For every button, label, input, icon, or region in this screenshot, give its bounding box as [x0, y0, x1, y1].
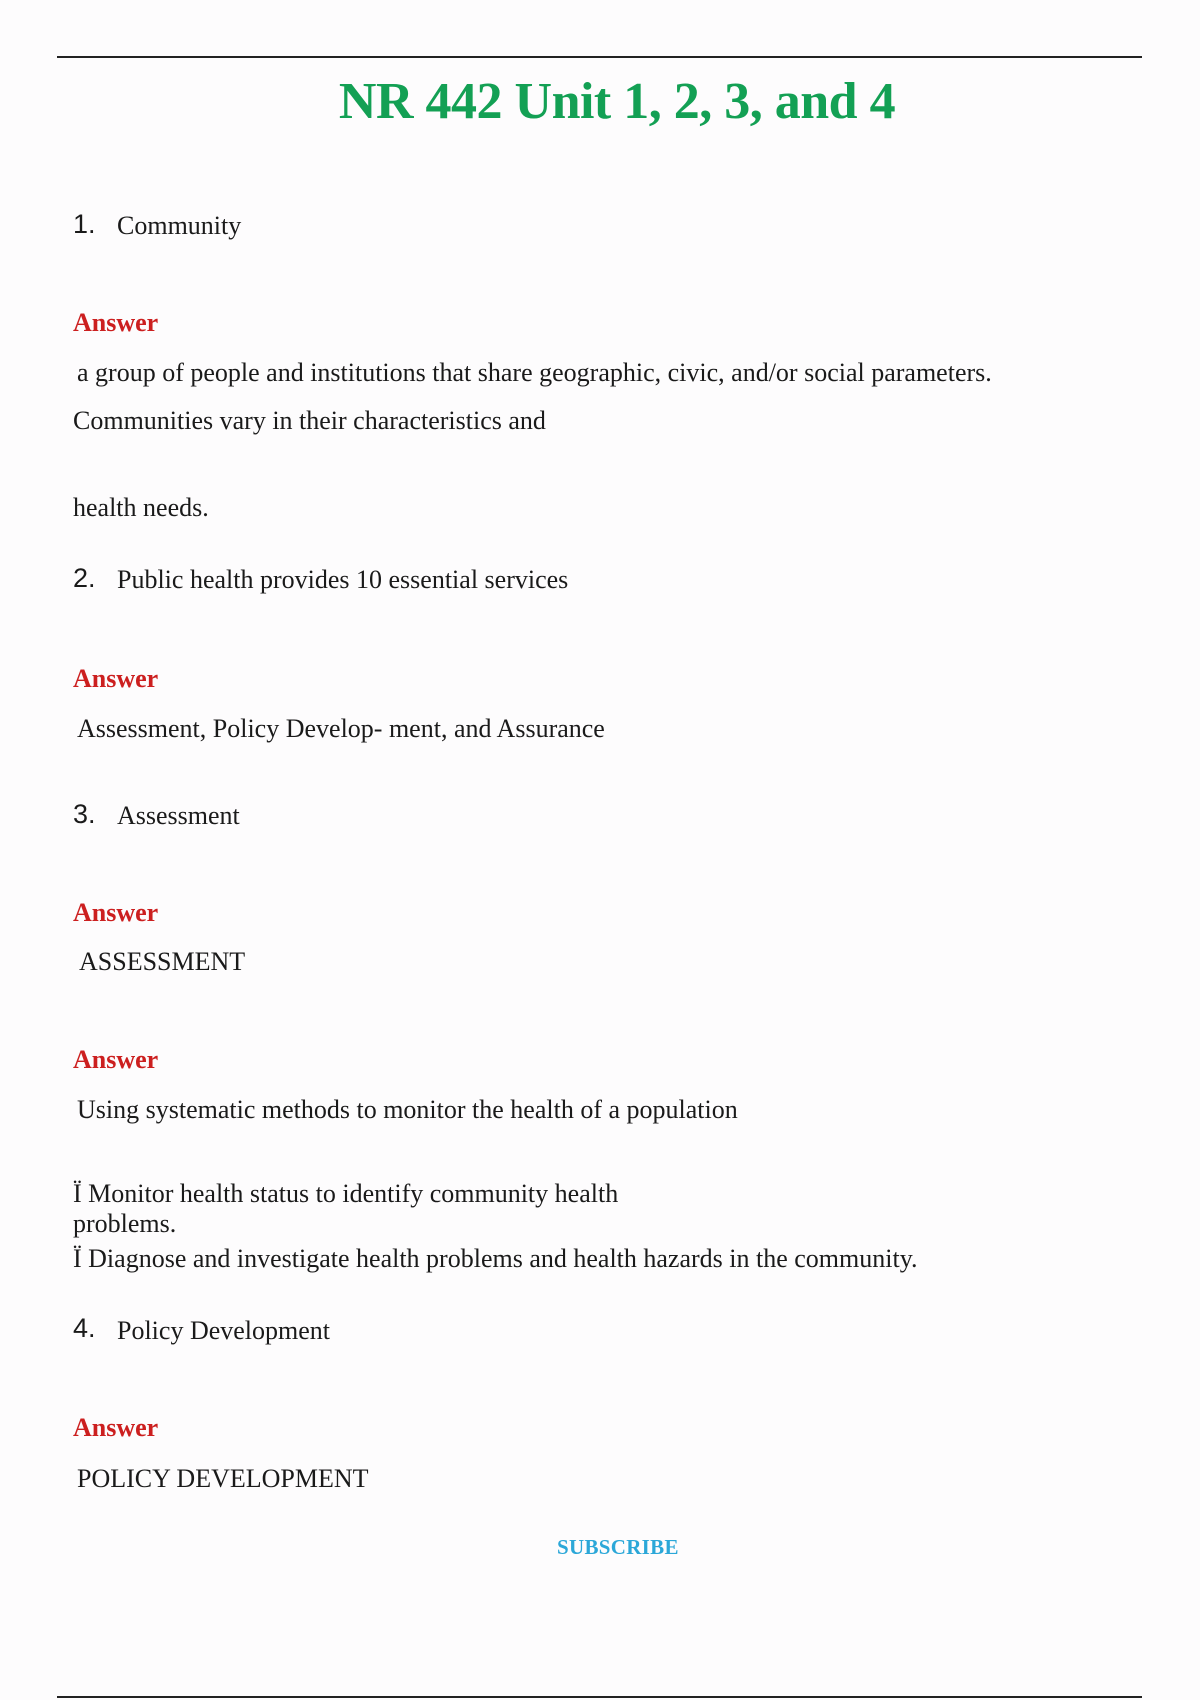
question-3-answer-label: Answer: [73, 898, 159, 927]
question-3-second-answer-label: Answer: [73, 1045, 159, 1074]
bottom-divider: [57, 1696, 1142, 1698]
question-3-second-answer-line-1: Using systematic methods to monitor the health of a population: [77, 1095, 738, 1124]
question-4-answer-line-1: POLICY DEVELOPMENT: [77, 1464, 369, 1493]
question-3-answer-line-1: ASSESSMENT: [79, 947, 246, 976]
question-2-text: Public health provides 10 essential services: [117, 565, 569, 594]
question-1-answer-line-3: health needs.: [73, 493, 209, 522]
question-3-second-answer-line-2: Ï Monitor health status to identify community health: [73, 1179, 619, 1208]
question-4-answer-label: Answer: [73, 1413, 159, 1442]
top-divider: [57, 56, 1142, 58]
question-4-text: Policy Development: [117, 1316, 331, 1345]
question-1-number: 1.: [73, 209, 96, 239]
question-3-text: Assessment: [117, 801, 240, 830]
question-3-second-answer-line-3: problems.: [73, 1209, 177, 1238]
question-1-answer-line-1: a group of people and institutions that share geographic, civic, and/or social parameters.: [77, 358, 992, 387]
question-1-answer-line-2: Communities vary in their characteristics and: [73, 406, 546, 435]
question-1-text: Community: [117, 211, 242, 240]
document-title: NR 442 Unit 1, 2, 3, and 4: [338, 73, 896, 130]
question-4-number: 4.: [73, 1313, 96, 1343]
question-2-answer-label: Answer: [73, 664, 159, 693]
question-3-number: 3.: [73, 799, 96, 829]
question-2-number: 2.: [73, 563, 96, 593]
subscribe-link[interactable]: SUBSCRIBE: [557, 1535, 679, 1559]
question-1-answer-label: Answer: [73, 308, 159, 337]
question-3-second-answer-line-4: Ï Diagnose and investigate health problems and health hazards in the community.: [73, 1244, 918, 1273]
question-2-answer-line-1: Assessment, Policy Develop- ment, and Assurance: [77, 714, 605, 743]
